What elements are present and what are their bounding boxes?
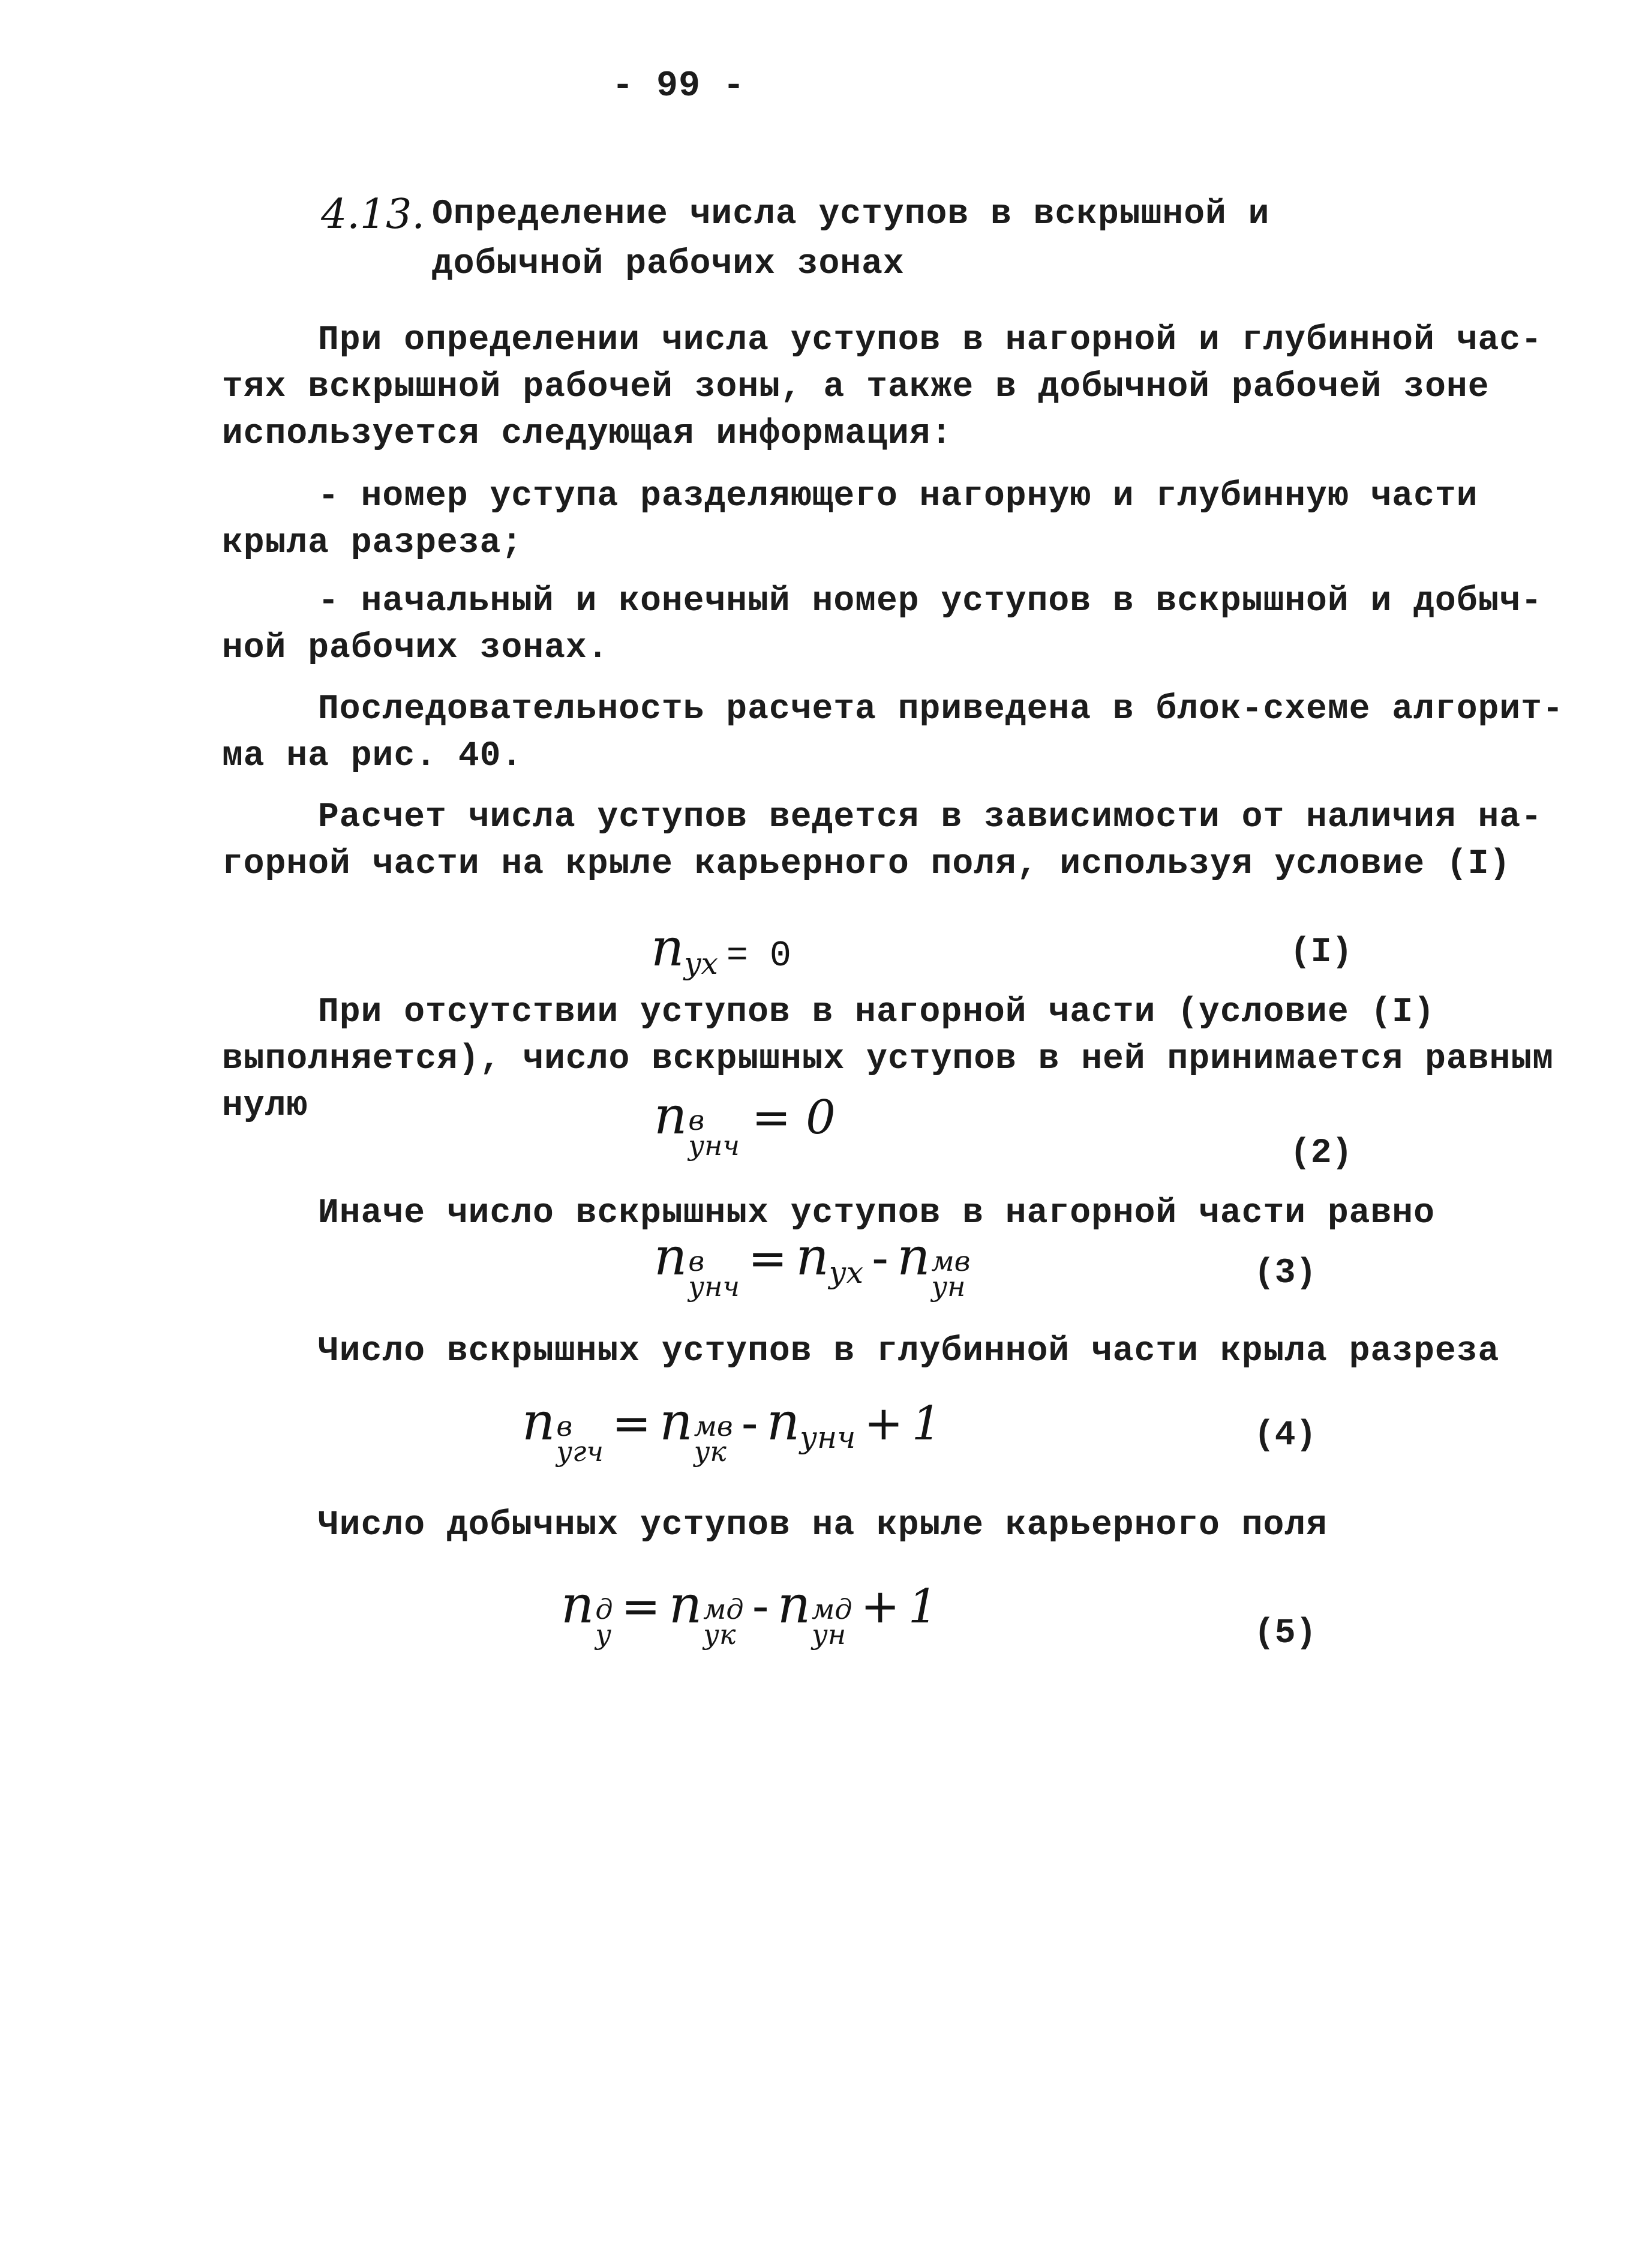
section-number: 4.13. <box>321 191 425 238</box>
equation-5 <box>561 1575 938 1651</box>
equation-subscript: у <box>595 1618 612 1651</box>
equation-symbol-n: n <box>659 1392 693 1452</box>
equation-symbol-n: n <box>668 1575 703 1635</box>
equation-sup-sub <box>694 1410 733 1468</box>
equation-subscript: ун <box>931 1270 966 1303</box>
section-title-line1: Определение числа уступов в вскрышной и <box>432 195 1270 234</box>
equation-sup-sub <box>556 1410 604 1468</box>
equation-sup-sub <box>703 1593 744 1651</box>
equation-rhs: = 0 <box>752 1091 836 1145</box>
equation-symbol-n: n <box>651 918 685 978</box>
equation-symbol-n: n <box>561 1575 595 1635</box>
equation-symbol-n: n <box>897 1227 930 1287</box>
equation-sup-sub <box>931 1245 971 1303</box>
paragraph-line: выполняется), число вскрышных уступов в ней принимается равным <box>222 1040 1554 1079</box>
equation-subscript: ук <box>694 1435 727 1468</box>
paragraph-line: горной части на крыле карьерного поля, используя условие (I) <box>222 845 1511 884</box>
equation-subscript: ун <box>812 1618 846 1651</box>
paragraph-line: При определении числа уступов в нагорной и глубинной час- <box>318 321 1542 360</box>
equation-constant: 1 <box>908 1580 938 1634</box>
equation-symbol-n: n <box>796 1227 829 1287</box>
equation-superscript: в <box>556 1410 573 1442</box>
paragraph-line: Последовательность расчета приведена в блок-схеме алгорит- <box>318 690 1564 729</box>
paragraph-line: При отсутствии уступов в нагорной части (условие (I) <box>318 993 1435 1032</box>
equation-3 <box>654 1227 970 1303</box>
equation-subscript: унч <box>688 1129 740 1162</box>
equation-superscript: д <box>595 1593 613 1625</box>
bullet-line: - номер уступа разделяющего нагорную и глубинную части <box>318 477 1478 516</box>
equation-subscript: унч <box>688 1270 740 1303</box>
paragraph-line: Число вскрышных уступов в глубинной части крыла разреза <box>318 1332 1500 1371</box>
equation-operator: - <box>741 1397 758 1451</box>
equation-symbol-n: n <box>777 1575 811 1635</box>
equation-number: (4) <box>1254 1416 1317 1455</box>
equation-sup-sub <box>688 1104 740 1162</box>
equation-operator: = <box>748 1232 788 1286</box>
equation-number: (2) <box>1290 1134 1353 1173</box>
paragraph-line: Расчет числа уступов ведется в зависимости от наличия на- <box>318 798 1542 837</box>
equation-number: (3) <box>1254 1254 1317 1293</box>
equation-superscript: мв <box>694 1410 733 1442</box>
section-title-line2: добычной рабочих зонах <box>432 245 905 284</box>
equation-operator: + <box>860 1580 900 1634</box>
equation-subscript: унч <box>800 1420 856 1455</box>
equation-subscript: yx <box>684 946 718 981</box>
equation-operator: = <box>621 1580 661 1634</box>
equation-subscript: угч <box>556 1435 604 1468</box>
equation-superscript: мв <box>931 1245 971 1277</box>
equation-number: (I) <box>1290 933 1353 972</box>
equation-1 <box>651 918 791 981</box>
paragraph-line: Иначе число вскрышных уступов в нагорной части равно <box>318 1194 1435 1233</box>
equation-rhs: = 0 <box>726 936 791 977</box>
equation-subscript: ух <box>828 1255 863 1290</box>
equation-operator: = <box>611 1397 652 1451</box>
equation-4 <box>522 1392 941 1468</box>
equation-constant: 1 <box>911 1397 942 1451</box>
paragraph-line: ма на рис. 40. <box>222 737 523 776</box>
equation-superscript: в <box>688 1104 705 1136</box>
equation-sup-sub <box>595 1593 613 1651</box>
equation-2 <box>654 1086 836 1162</box>
equation-symbol-n: n <box>654 1086 688 1146</box>
equation-operator: + <box>864 1397 903 1451</box>
equation-symbol-n: n <box>522 1392 556 1452</box>
bullet-line: ной рабочих зонах. <box>222 629 609 668</box>
equation-superscript: мд <box>703 1593 744 1625</box>
equation-operator: - <box>752 1580 769 1634</box>
paragraph-line: тях вскрышной рабочей зоны, а также в добычной рабочей зоне <box>222 368 1490 407</box>
equation-sup-sub <box>812 1593 852 1651</box>
equation-symbol-n: n <box>766 1392 800 1452</box>
equation-superscript: мд <box>812 1593 852 1625</box>
bullet-line: - начальный и конечный номер уступов в вскрышной и добыч- <box>318 582 1542 621</box>
paragraph-line: Число добычных уступов на крыле карьерного поля <box>318 1506 1328 1545</box>
paragraph-line: нулю <box>222 1087 308 1126</box>
equation-operator: - <box>871 1232 889 1286</box>
equation-number: (5) <box>1254 1614 1317 1653</box>
equation-superscript: в <box>688 1245 705 1277</box>
equation-sup-sub <box>688 1245 740 1303</box>
bullet-line: крыла разреза; <box>222 524 523 563</box>
paragraph-line: используется следующая информация: <box>222 415 953 454</box>
equation-subscript: ук <box>703 1618 736 1651</box>
page-number: - 99 - <box>612 66 746 107</box>
equation-symbol-n: n <box>654 1227 688 1287</box>
